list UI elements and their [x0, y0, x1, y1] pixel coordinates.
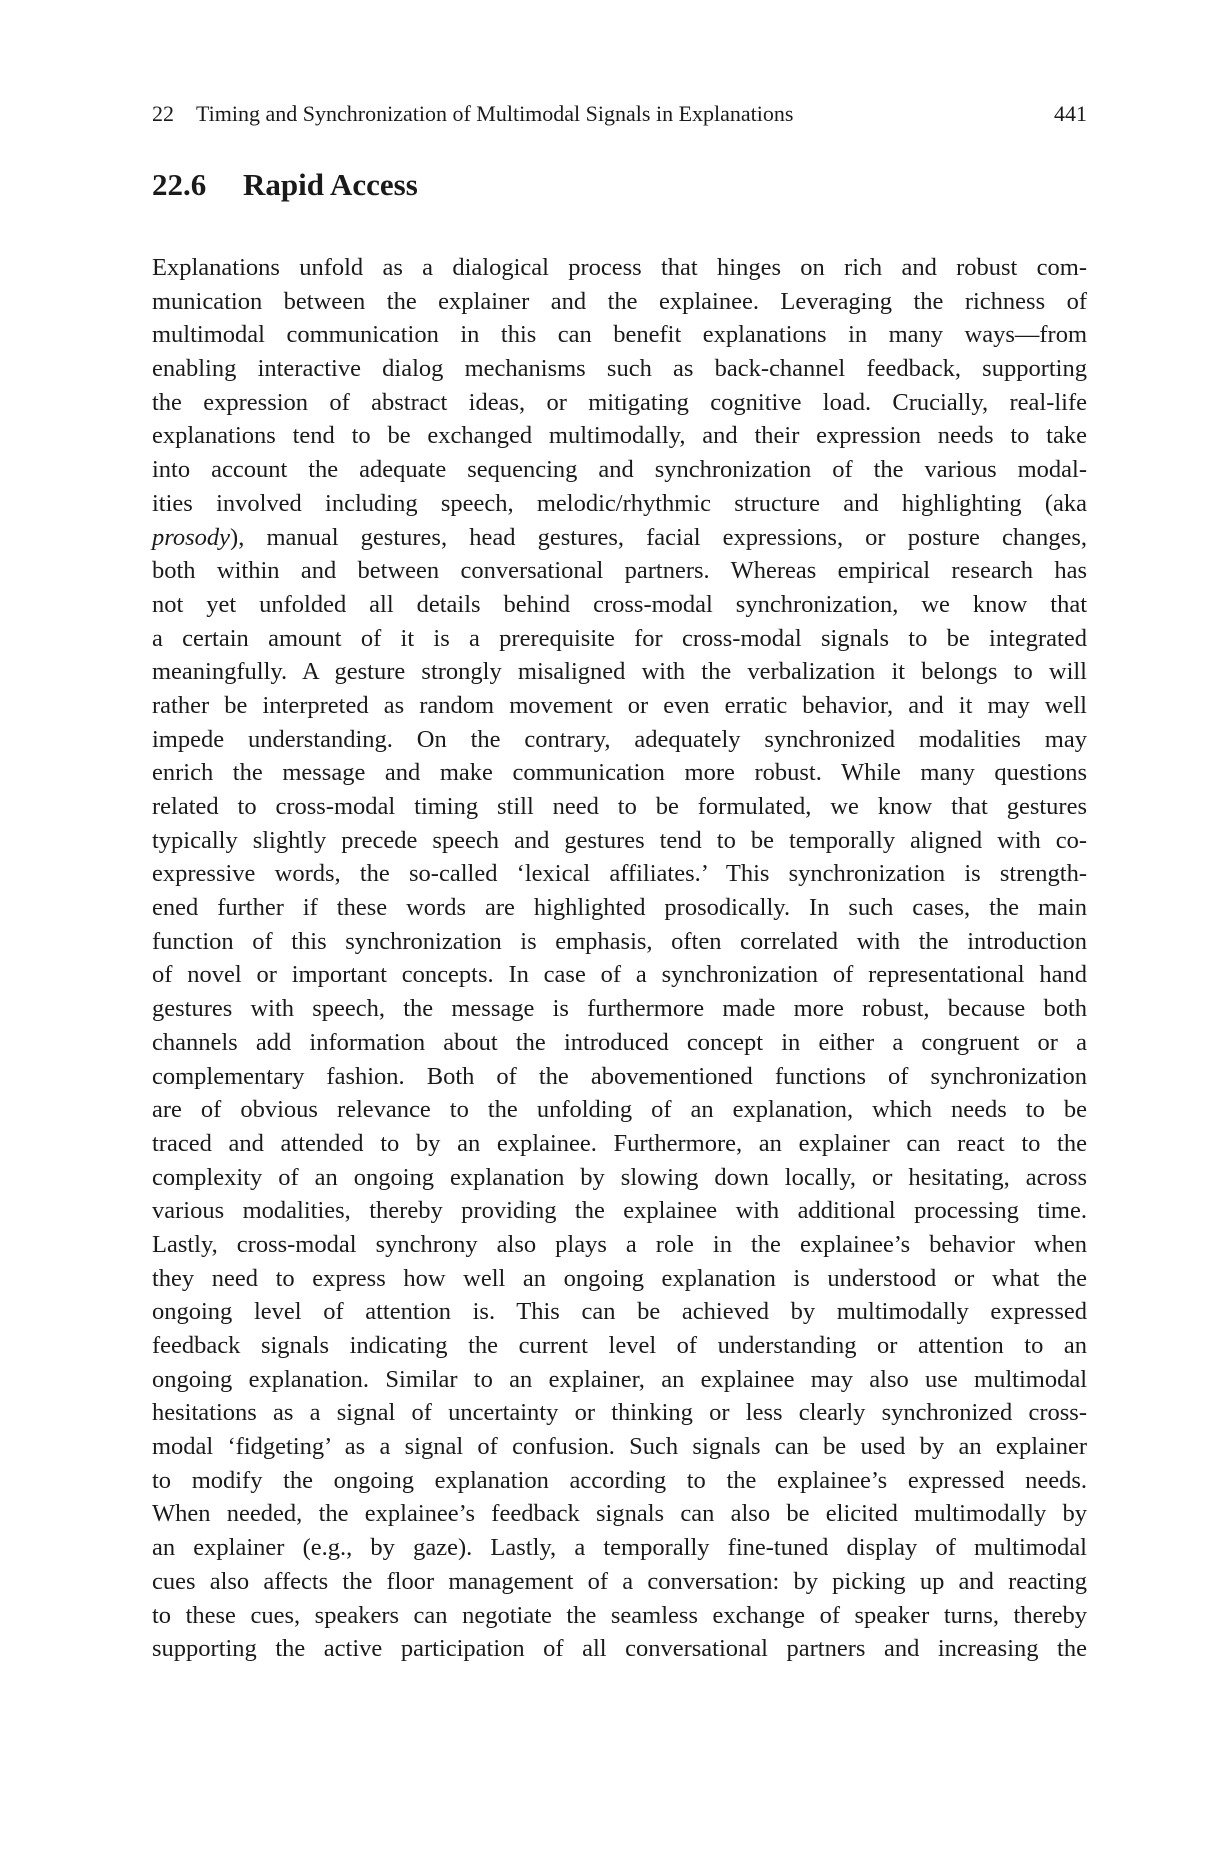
- paragraph-line: a certain amount of it is a prerequisite for cross-modal signals to be integrated: [152, 624, 1087, 652]
- paragraph-line: function of this synchronization is emphasis, often correlated with the introduction: [152, 927, 1087, 955]
- chapter-number: 22: [152, 101, 174, 126]
- paragraph-line: ongoing level of attention is. This can be achieved by multimodally expressed: [152, 1298, 1087, 1326]
- paragraph-line: rather be interpreted as random movement or even erratic behavior, and it may well: [152, 691, 1087, 719]
- paragraph-line: related to cross-modal timing still need to be formulated, we know that gestures: [152, 793, 1087, 820]
- paragraph-line-prosody: [152, 521, 1087, 555]
- paragraph-line: of novel or important concepts. In case of a synchronization of representational hand: [152, 961, 1087, 989]
- paragraph-line: complementary fashion. Both of the abovementioned functions of synchronization: [152, 1062, 1087, 1090]
- running-title: Timing and Synchronization of Multimodal Signals in Explanations: [196, 101, 794, 126]
- paragraph-line: hesitations as a signal of uncertainty or thinking or less clearly synchronized cross-: [152, 1399, 1087, 1427]
- paragraph-line: When needed, the explainee’s feedback signals can also be elicited multimodally by: [152, 1500, 1087, 1528]
- section-heading: [152, 165, 418, 205]
- paragraph-line: multimodal communication in this can benefit explanations in many ways—from: [152, 321, 1087, 349]
- italic-term: prosody: [152, 523, 231, 551]
- paragraph-line: the expression of abstract ideas, or mitigating cognitive load. Crucially, real-life: [152, 388, 1087, 416]
- paragraph-line: traced and attended to by an explainee. Furthermore, an explainer can react to the: [152, 1129, 1087, 1157]
- paragraph-line: cues also affects the floor management of a conversation: by picking up and reacting: [152, 1567, 1087, 1595]
- paragraph-line: are of obvious relevance to the unfolding of an explanation, which needs to be: [152, 1096, 1087, 1124]
- paragraph-line: an explainer (e.g., by gaze). Lastly, a temporally fine-tuned display of multimodal: [152, 1534, 1087, 1562]
- paragraph-line: to modify the ongoing explanation according to the explainee’s expressed needs.: [152, 1466, 1087, 1494]
- paragraph-line: ened further if these words are highlighted prosodically. In such cases, the main: [152, 894, 1087, 922]
- paragraph-line: gestures with speech, the message is furthermore made more robust, because both: [152, 995, 1087, 1023]
- paragraph-line: modal ‘fidgeting’ as a signal of confusion. Such signals can be used by an explainer: [152, 1433, 1087, 1461]
- paragraph-line: munication between the explainer and the explainee. Leveraging the richness of: [152, 287, 1087, 315]
- paragraph-line: to these cues, speakers can negotiate the seamless exchange of speaker turns, thereby: [152, 1601, 1087, 1629]
- paragraph-line: not yet unfolded all details behind cross-modal synchronization, we know that: [152, 590, 1087, 618]
- paragraph-line: explanations tend to be exchanged multimodally, and their expression needs to take: [152, 422, 1087, 450]
- paragraph-line: into account the adequate sequencing and synchronization of the various modal-: [152, 456, 1087, 484]
- paragraph-line: ongoing explanation. Similar to an explainer, an explainee may also use multimodal: [152, 1365, 1087, 1393]
- paragraph-line: they need to express how well an ongoing explanation is understood or what the: [152, 1264, 1087, 1292]
- section-number: 22.6: [152, 167, 207, 202]
- paragraph-line: impede understanding. On the contrary, adequately synchronized modalities may: [152, 725, 1087, 753]
- paragraph-line: Explanations unfold as a dialogical process that hinges on rich and robust com-: [152, 254, 1087, 281]
- paragraph-line: complexity of an ongoing explanation by slowing down locally, or hesitating, across: [152, 1163, 1087, 1191]
- paragraph-line: Lastly, cross-modal synchrony also plays a role in the explainee’s behavior when: [152, 1230, 1087, 1258]
- paragraph-line: supporting the active participation of all conversational partners and increasing the: [152, 1635, 1087, 1663]
- body-paragraph: [152, 251, 1087, 1666]
- page-number: 441: [1054, 101, 1087, 126]
- paragraph-line: both within and between conversational partners. Whereas empirical research has: [152, 557, 1087, 585]
- section-title: Rapid Access: [243, 167, 418, 202]
- paragraph-line: feedback signals indicating the current level of understanding or attention to an: [152, 1332, 1087, 1359]
- paragraph-line: channels add information about the introduced concept in either a congruent or a: [152, 1028, 1087, 1056]
- paragraph-line: enabling interactive dialog mechanisms such as back-channel feedback, supporting: [152, 355, 1087, 383]
- running-header: [152, 98, 1087, 130]
- paragraph-line: typically slightly precede speech and gestures tend to be temporally aligned with co-: [152, 826, 1087, 854]
- paragraph-line: ities involved including speech, melodic/rhythmic structure and highlighting (aka: [152, 489, 1087, 517]
- paragraph-line: various modalities, thereby providing the explainee with additional processing time.: [152, 1197, 1087, 1225]
- line-continuation: ), manual gestures, head gestures, facial expressions, or posture changes,: [230, 523, 1087, 551]
- paragraph-line: expressive words, the so-called ‘lexical affiliates.’ This synchronization is strength-: [152, 860, 1087, 888]
- paragraph-line: meaningfully. A gesture strongly misaligned with the verbalization it belongs to will: [152, 658, 1087, 686]
- paragraph-line: enrich the message and make communication more robust. While many questions: [152, 759, 1087, 787]
